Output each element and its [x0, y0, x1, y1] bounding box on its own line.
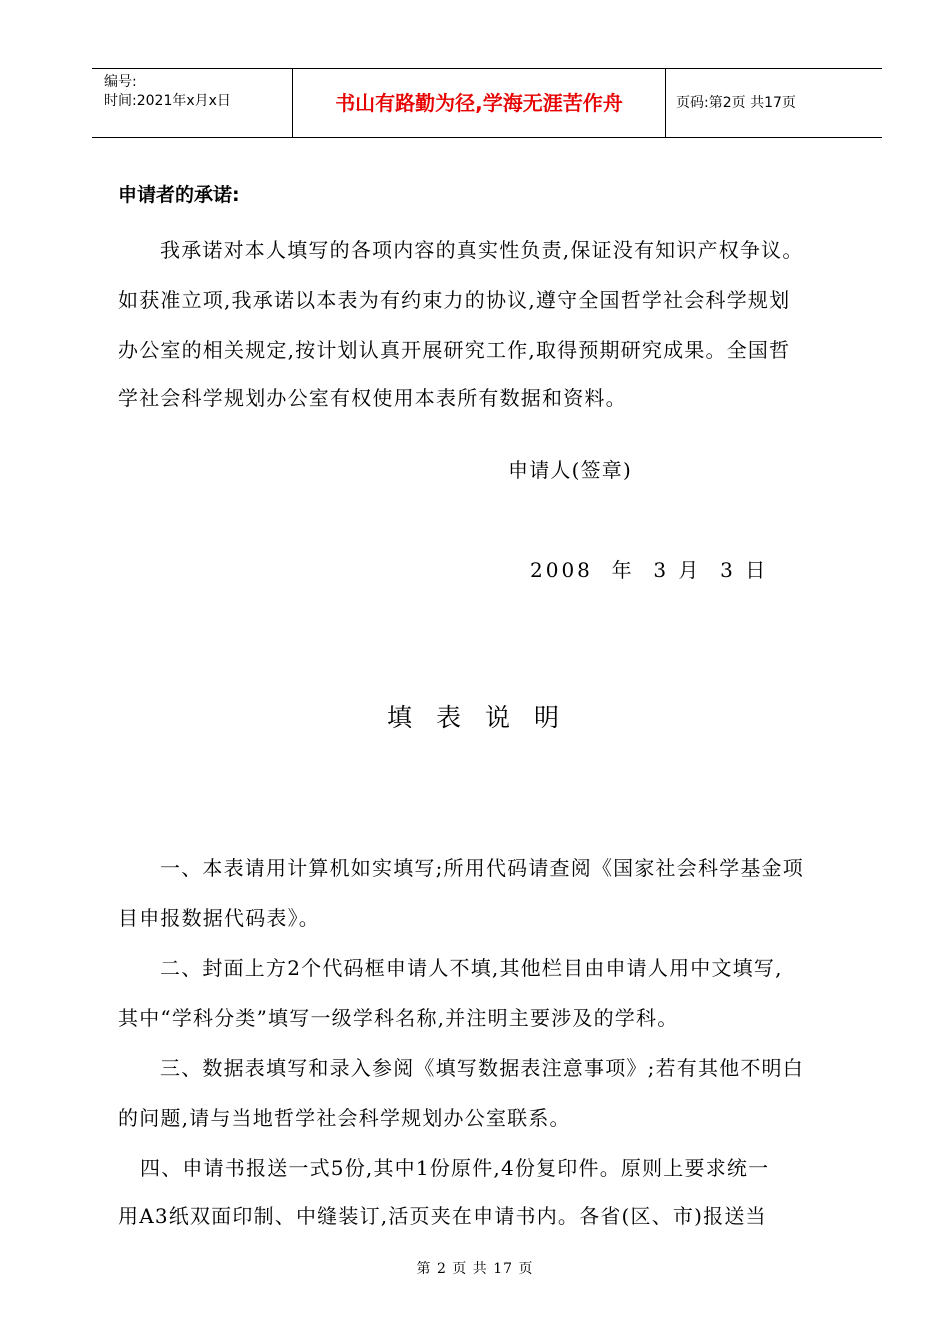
instruction-line: 用A3纸双面印制、中缝装订,活页夹在申请书内。各省(区、市)报送当	[118, 1204, 767, 1228]
commitment-line: 办公室的相关规定,按计划认真开展研究工作,取得预期研究成果。全国哲	[118, 338, 791, 362]
signature-date: 2008 年 3 月 3 日	[530, 558, 769, 582]
signature-label: 申请人(签章)	[508, 458, 633, 482]
instruction-line: 二、封面上方2个代码框申请人不填,其他栏目由申请人用中文填写,	[160, 956, 783, 980]
commitment-heading: 申请者的承诺:	[118, 184, 240, 206]
instruction-line: 的问题,请与当地哲学社会科学规划办公室联系。	[118, 1106, 571, 1130]
instruction-line: 三、数据表填写和录入参阅《填写数据表注意事项》;若有其他不明白	[160, 1056, 804, 1080]
number-label: 编号:	[104, 74, 137, 90]
header-page-info: 页码:第2页 共17页	[676, 95, 796, 111]
commitment-line: 学社会科学规划办公室有权使用本表所有数据和资料。	[118, 386, 627, 410]
instructions-title: 填表说明	[387, 703, 584, 732]
instruction-line: 其中“学科分类”填写一级学科名称,并注明主要涉及的学科。	[118, 1006, 679, 1030]
commitment-line: 如获准立项,我承诺以本表为有约束力的协议,遵守全国哲学社会科学规划	[118, 288, 791, 312]
header-motto: 书山有路勤为径,学海无涯苦作舟	[293, 69, 666, 137]
commitment-line: 我承诺对本人填写的各项内容的真实性负责,保证没有知识产权争议。	[160, 238, 804, 262]
instruction-line: 目申报数据代码表》。	[118, 906, 320, 930]
page-footer: 第 2 页 共 17 页	[416, 1261, 534, 1277]
instruction-line: 一、本表请用计算机如实填写;所用代码请查阅《国家社会科学基金项	[160, 856, 804, 880]
page-header	[92, 68, 882, 138]
header-meta-cell	[92, 69, 293, 137]
instruction-line: 四、申请书报送一式5份,其中1份原件,4份复印件。原则上要求统一	[140, 1156, 770, 1180]
time-label: 时间:2021年x月x日	[104, 93, 231, 109]
